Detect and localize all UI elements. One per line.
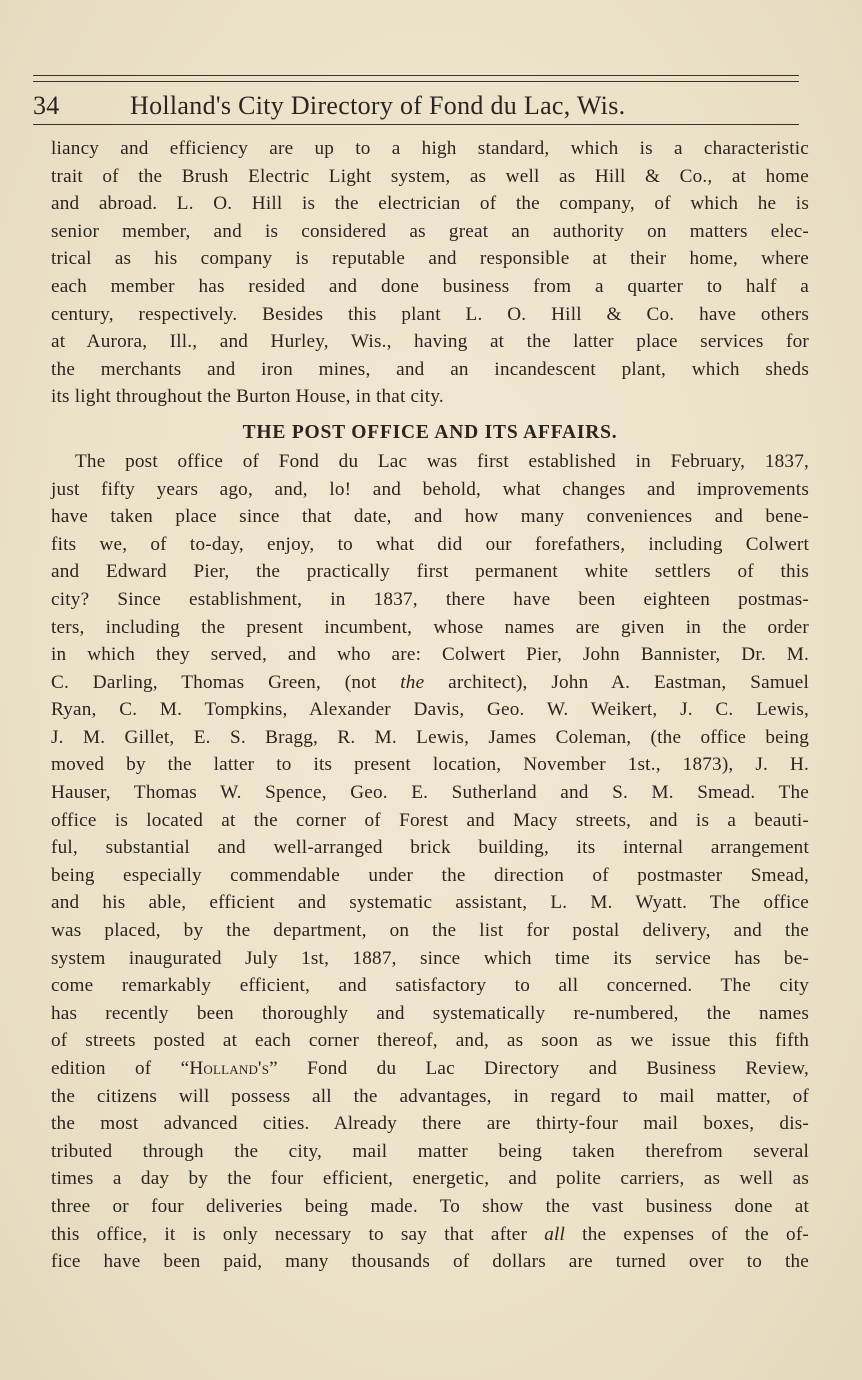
text-line: system inaugurated July 1st, 1887, since which time its service has be- bbox=[51, 947, 809, 969]
text-line: liancy and efficiency are up to a high standard, which is a characteristic bbox=[51, 138, 809, 159]
text-segment: edition of “ bbox=[51, 1058, 190, 1079]
text-line: each member has resided and done business from a quarter to half a bbox=[51, 275, 809, 297]
text-line: senior member, and is considered as great an authority on matters elec- bbox=[51, 220, 809, 242]
text-line: century, respectively. Besides this plant L. O. Hill & Co. have others bbox=[51, 303, 809, 325]
header-underline bbox=[33, 124, 799, 125]
text-line: just fifty years ago, and, lo! and behold, what changes and improvements bbox=[51, 478, 809, 500]
text-line: moved by the latter to its present location, November 1st., 1873), J. H. bbox=[51, 754, 809, 776]
text-line: trical as his company is reputable and responsible at their home, where bbox=[51, 248, 809, 270]
text-line: the citizens will possess all the advantages, in regard to mail matter, of bbox=[51, 1085, 809, 1107]
text-line: come remarkably efficient, and satisfactory to all concerned. The city bbox=[51, 975, 809, 997]
page-body bbox=[51, 135, 809, 1276]
text-line bbox=[51, 669, 809, 697]
text-segment: architect), John A. Eastman, Samuel bbox=[424, 671, 809, 693]
text-line: and abroad. L. O. Hill is the electrician of the company, of which he is bbox=[51, 193, 809, 215]
text-line: and his able, efficient and systematic assistant, L. M. Wyatt. The office bbox=[51, 892, 809, 914]
text-line: trait of the Brush Electric Light system, as well as Hill & Co., at home bbox=[51, 165, 809, 187]
text-line: being especially commendable under the direction of postmaster Smead, bbox=[51, 864, 809, 886]
italic-word: all bbox=[544, 1223, 566, 1245]
text-line: has recently been thoroughly and systematically re-numbered, the names bbox=[51, 1002, 809, 1024]
section-heading: THE POST OFFICE AND ITS AFFAIRS. bbox=[242, 421, 618, 443]
text-line: in which they served, and who are: Colwert Pier, John Bannister, Dr. M. bbox=[51, 644, 809, 666]
page-number: 34 bbox=[33, 91, 60, 120]
text-line: ters, including the present incumbent, whose names are given in the order bbox=[51, 616, 809, 638]
italic-word: the bbox=[400, 671, 425, 693]
text-line: Ryan, C. M. Tompkins, Alexander Davis, Geo. W. Weikert, J. C. Lewis, bbox=[51, 699, 809, 721]
text-line: tributed through the city, mail matter being taken therefrom several bbox=[51, 1140, 809, 1162]
text-line: fits we, of to-day, enjoy, to what did our forefathers, including Colwert bbox=[51, 533, 809, 555]
text-line: J. M. Gillet, E. S. Bragg, R. M. Lewis, James Coleman, (the office being bbox=[51, 726, 809, 748]
text-line bbox=[51, 1221, 809, 1249]
text-segment: this office, it is only necessary to say that after bbox=[51, 1223, 545, 1245]
text-line: ful, substantial and well-arranged brick building, its internal arrangement bbox=[51, 837, 809, 859]
paragraph-post-office bbox=[51, 448, 809, 1276]
text-line: city? Since establishment, in 1837, there have been eighteen postmas- bbox=[51, 588, 809, 610]
paragraph-brush-electric bbox=[51, 135, 809, 411]
text-line: office is located at the corner of Forest and Macy streets, and is a beauti- bbox=[51, 809, 809, 831]
page-header bbox=[33, 89, 799, 123]
text-line: the most advanced cities. Already there are thirty-four mail boxes, dis- bbox=[51, 1113, 809, 1135]
small-caps-name: Holland's bbox=[189, 1058, 270, 1079]
text-line: three or four deliveries being made. To show the vast business done at bbox=[51, 1195, 809, 1217]
text-line bbox=[51, 1055, 809, 1083]
text-line: The post office of Fond du Lac was first established in February, 1837, bbox=[75, 450, 809, 472]
text-line: and Edward Pier, the practically first permanent white settlers of this bbox=[51, 561, 809, 583]
running-title: Holland's City Directory of Fond du Lac, Wis. bbox=[130, 91, 626, 120]
text-line: of streets posted at each corner thereof, and, as soon as we issue this fifth bbox=[51, 1030, 809, 1052]
text-segment: the expenses of the of- bbox=[565, 1223, 810, 1245]
header-rule-thick bbox=[33, 75, 799, 76]
header-rule-thin bbox=[33, 81, 799, 82]
text-line: times a day by the four efficient, energetic, and polite carriers, as well as bbox=[51, 1168, 809, 1190]
text-line: its light throughout the Burton House, in that city. bbox=[51, 386, 444, 408]
text-line: fice have been paid, many thousands of dollars are turned over to the bbox=[51, 1251, 809, 1273]
text-line: was placed, by the department, on the list for postal delivery, and the bbox=[51, 920, 809, 942]
text-line: at Aurora, Ill., and Hurley, Wis., having at the latter place services for bbox=[51, 331, 809, 353]
text-line: Hauser, Thomas W. Spence, Geo. E. Sutherland and S. M. Smead. The bbox=[51, 782, 809, 804]
text-segment: ” Fond du Lac Directory and Business Review, bbox=[269, 1058, 809, 1079]
text-segment: C. Darling, Thomas Green, (not bbox=[51, 671, 401, 693]
text-line: have taken place since that date, and how many conveniences and bene- bbox=[51, 506, 809, 528]
text-line: the merchants and iron mines, and an incandescent plant, which sheds bbox=[51, 358, 809, 380]
